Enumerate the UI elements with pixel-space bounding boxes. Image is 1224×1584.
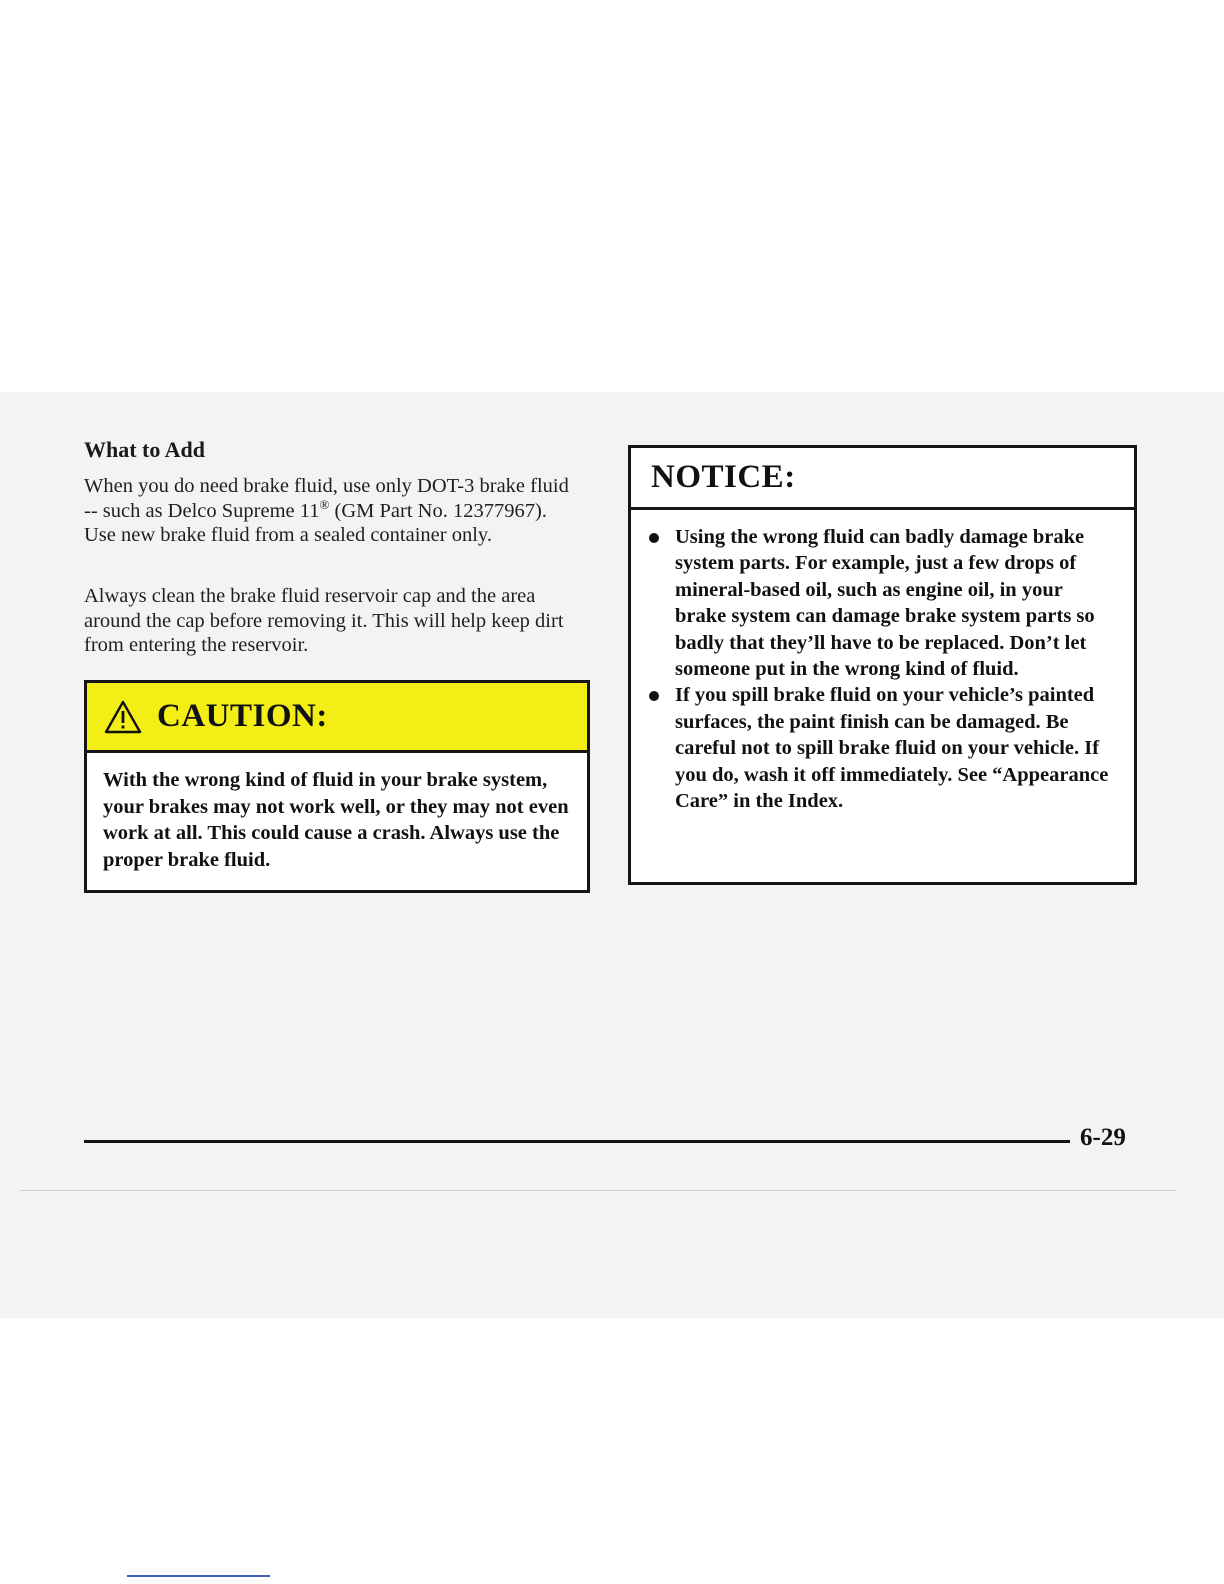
paragraph-text: When you do need brake fluid, use only DOT-3 brake fluid -- such as Delco Supreme 11 xyxy=(84,475,569,522)
notice-list xyxy=(631,510,1134,814)
paragraph-text-continued: (GM Part No. 12377967). Use new brake fluid from a sealed container only. xyxy=(84,499,547,546)
body-paragraph-brake-fluid-type xyxy=(84,474,574,548)
warning-triangle-icon xyxy=(103,699,143,735)
scan-edge-line xyxy=(20,1190,1176,1191)
corner-scan-mark xyxy=(127,1575,270,1577)
registered-trademark-mark: ® xyxy=(319,496,330,512)
notice-item-text: If you spill brake fluid on your vehicle’s painted surfaces, the paint finish can be damaged. Be careful not to spill brake fluid on your vehicle. If you do, wash it off immediately. See “Appearance Care” in the Index. xyxy=(675,684,1109,813)
bullet-icon xyxy=(649,691,659,701)
page-number: 6-29 xyxy=(1080,1124,1126,1151)
bullet-icon xyxy=(649,533,659,543)
notice-box xyxy=(628,445,1137,885)
caution-box xyxy=(84,680,590,893)
notice-title: NOTICE: xyxy=(651,459,796,495)
footer-rule xyxy=(84,1140,1070,1143)
caution-title: CAUTION: xyxy=(157,698,328,734)
body-paragraph-clean-reservoir: Always clean the brake fluid reservoir cap and the area around the cap before removing it. This will help keep dirt from entering the reservoir. xyxy=(84,585,564,656)
caution-text: With the wrong kind of fluid in your brake system, your brakes may not work well, or they may not even work at all. This could cause a crash. Always use the proper brake fluid. xyxy=(103,769,569,871)
notice-header xyxy=(631,448,1134,510)
caution-header xyxy=(87,683,587,753)
notice-item-text: Using the wrong fluid can badly damage brake system parts. For example, just a few drops of mineral-based oil, such as engine oil, in your brake system can damage brake system parts so badly that they’ll have to be replaced. Don’t let someone put in the wrong kind of fluid. xyxy=(675,526,1095,681)
notice-item-wrong-fluid xyxy=(649,524,1118,682)
notice-item-spill xyxy=(649,682,1118,814)
section-heading: What to Add xyxy=(84,437,206,462)
